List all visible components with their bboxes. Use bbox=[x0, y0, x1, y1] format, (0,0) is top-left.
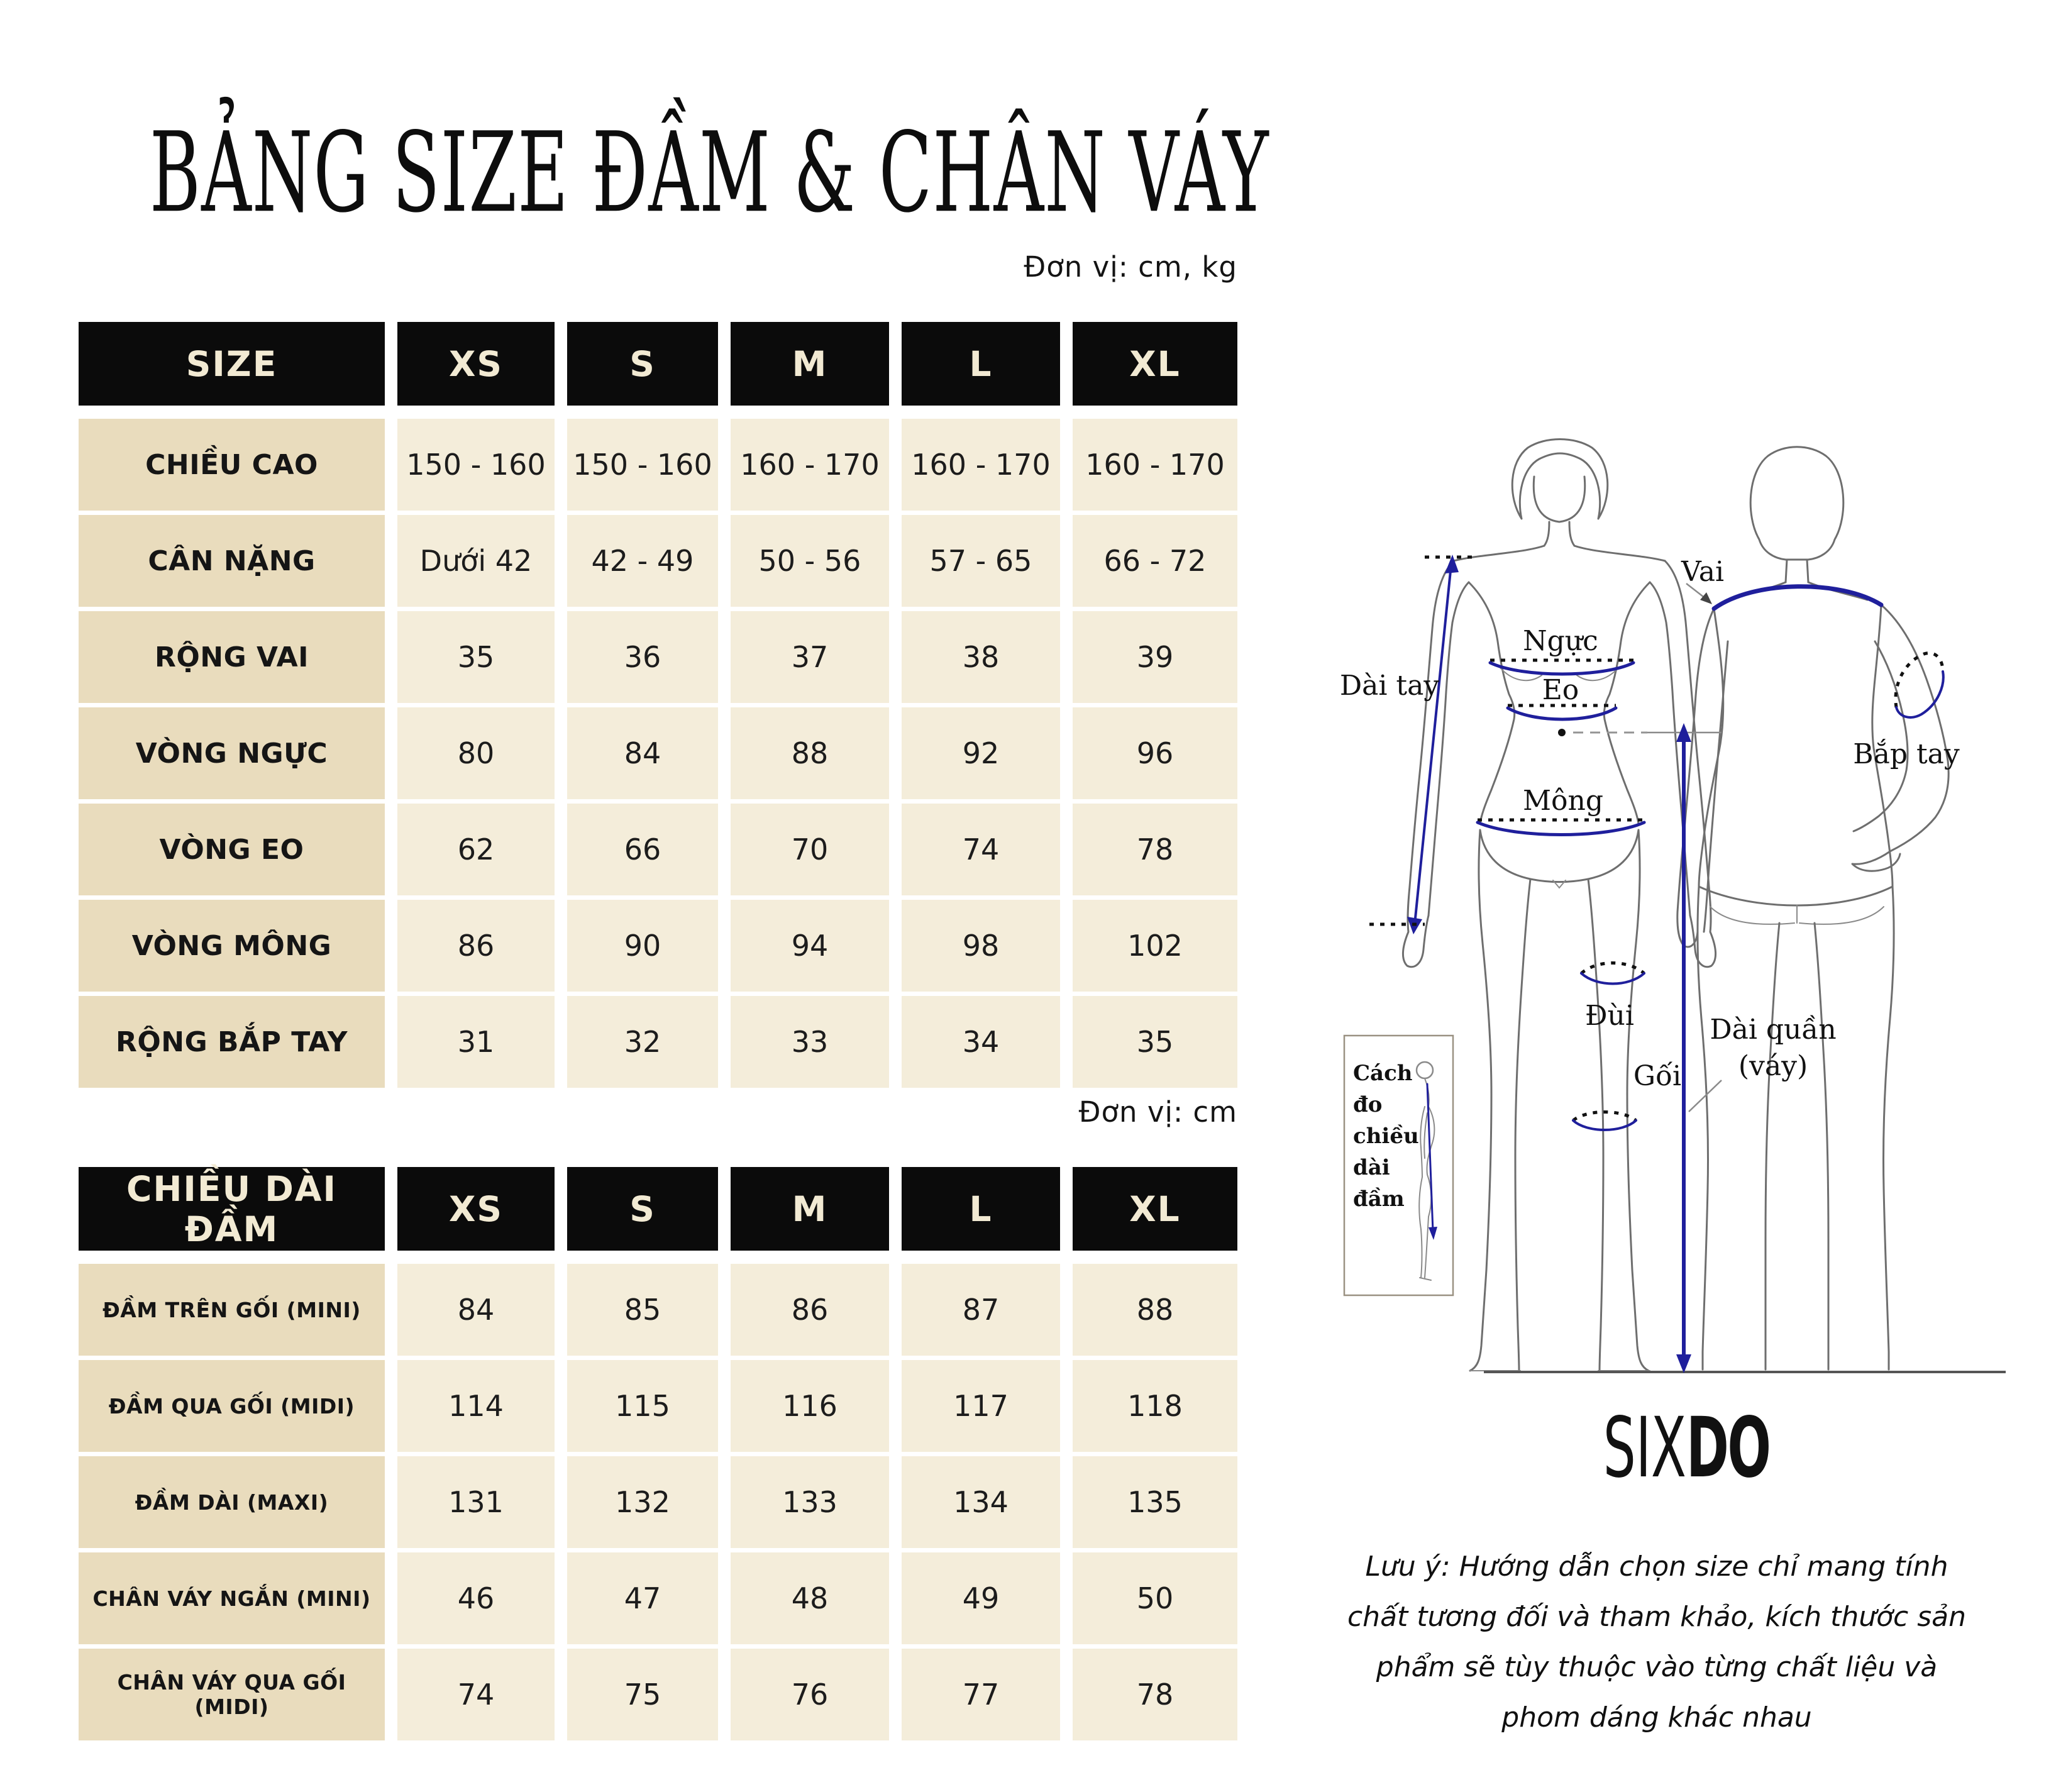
row-label: CHÂN VÁY QUA GỐI (MIDI) bbox=[79, 1649, 385, 1740]
value-cell: 62 bbox=[397, 804, 555, 895]
table-row bbox=[79, 996, 1237, 1088]
table-row bbox=[79, 1552, 1237, 1644]
column-header-xs: XS bbox=[397, 322, 555, 406]
row-label: CHÂN VÁY NGẮN (MINI) bbox=[79, 1552, 385, 1644]
value-cell: 74 bbox=[902, 804, 1060, 895]
value-cell: 33 bbox=[731, 996, 889, 1088]
measurement-marks bbox=[1369, 555, 1943, 1373]
value-cell: 88 bbox=[731, 707, 889, 799]
column-header-m: M bbox=[731, 322, 889, 406]
row-label: ĐẦM DÀI (MAXI) bbox=[79, 1456, 385, 1548]
label-waist: Eo bbox=[1542, 674, 1579, 706]
value-cell: 31 bbox=[397, 996, 555, 1088]
value-cell: 86 bbox=[397, 900, 555, 992]
value-cell: 48 bbox=[731, 1552, 889, 1644]
value-cell: 39 bbox=[1073, 611, 1237, 703]
value-cell: 116 bbox=[731, 1360, 889, 1452]
box-caption-line: đo bbox=[1353, 1092, 1383, 1117]
value-cell: 87 bbox=[902, 1264, 1060, 1356]
table-row bbox=[79, 1456, 1237, 1548]
label-garment-length-2: (váy) bbox=[1738, 1050, 1808, 1082]
value-cell: 77 bbox=[902, 1649, 1060, 1740]
value-cell: 117 bbox=[902, 1360, 1060, 1452]
value-cell: 132 bbox=[567, 1456, 718, 1548]
value-cell: 47 bbox=[567, 1552, 718, 1644]
value-cell: Dưới 42 bbox=[397, 515, 555, 607]
value-cell: 78 bbox=[1073, 804, 1237, 895]
value-cell: 160 - 170 bbox=[902, 419, 1060, 511]
value-cell: 42 - 49 bbox=[567, 515, 718, 607]
value-cell: 36 bbox=[567, 611, 718, 703]
value-cell: 98 bbox=[902, 900, 1060, 992]
label-shoulder: Vai bbox=[1681, 556, 1725, 588]
table-row bbox=[79, 611, 1237, 703]
value-cell: 66 bbox=[567, 804, 718, 895]
value-cell: 74 bbox=[397, 1649, 555, 1740]
value-cell: 84 bbox=[397, 1264, 555, 1356]
column-header-chi-u-d-i-m: CHIỀU DÀI ĐẦM bbox=[79, 1167, 385, 1251]
value-cell: 35 bbox=[1073, 996, 1237, 1088]
value-cell: 115 bbox=[567, 1360, 718, 1452]
table-row bbox=[79, 1649, 1237, 1740]
body-measurement-diagram bbox=[1270, 390, 2056, 1452]
dress-length-table bbox=[79, 1167, 1237, 1745]
value-cell: 84 bbox=[567, 707, 718, 799]
value-cell: 135 bbox=[1073, 1456, 1237, 1548]
column-header-xs: XS bbox=[397, 1167, 555, 1251]
row-label: CÂN NẶNG bbox=[79, 515, 385, 607]
value-cell: 88 bbox=[1073, 1264, 1237, 1356]
column-header-m: M bbox=[731, 1167, 889, 1251]
label-thigh: Đùi bbox=[1585, 1000, 1634, 1032]
value-cell: 134 bbox=[902, 1456, 1060, 1548]
footnote-text: Lưu ý: Hướng dẫn chọn size chỉ mang tính chất tương đối và tham khảo, kích thước sản phẩm sẽ tùy thuộc vào từng chất liệu và phom dáng khác nhau bbox=[1347, 1551, 1967, 1734]
value-cell: 150 - 160 bbox=[397, 419, 555, 511]
box-caption-line: dài bbox=[1353, 1155, 1390, 1180]
logo-do: DO bbox=[1686, 1400, 1770, 1496]
value-cell: 76 bbox=[731, 1649, 889, 1740]
value-cell: 38 bbox=[902, 611, 1060, 703]
label-hip: Mông bbox=[1522, 785, 1604, 817]
unit-label-length-table: Đơn vị: cm bbox=[1078, 1095, 1237, 1129]
value-cell: 50 - 56 bbox=[731, 515, 889, 607]
label-bicep: Bắp tay bbox=[1853, 738, 1960, 770]
value-cell: 94 bbox=[731, 900, 889, 992]
unit-label-size-table: Đơn vị: cm, kg bbox=[1024, 250, 1237, 284]
row-label: ĐẦM QUA GỐI (MIDI) bbox=[79, 1360, 385, 1452]
value-cell: 131 bbox=[397, 1456, 555, 1548]
table-row bbox=[79, 707, 1237, 799]
label-garment-length-1: Dài quần bbox=[1710, 1014, 1837, 1046]
logo-six: SIX bbox=[1603, 1400, 1686, 1496]
row-label: RỘNG BẮP TAY bbox=[79, 996, 385, 1088]
table-row bbox=[79, 1264, 1237, 1356]
brand-logo bbox=[1603, 1400, 1770, 1496]
label-knee: Gối bbox=[1633, 1060, 1682, 1092]
table-row bbox=[79, 1360, 1237, 1452]
value-cell: 46 bbox=[397, 1552, 555, 1644]
table-row bbox=[79, 804, 1237, 895]
value-cell: 96 bbox=[1073, 707, 1237, 799]
column-header-size: SIZE bbox=[79, 322, 385, 406]
value-cell: 35 bbox=[397, 611, 555, 703]
row-label: CHIỀU CAO bbox=[79, 419, 385, 511]
value-cell: 80 bbox=[397, 707, 555, 799]
value-cell: 85 bbox=[567, 1264, 718, 1356]
value-cell: 102 bbox=[1073, 900, 1237, 992]
value-cell: 160 - 170 bbox=[1073, 419, 1237, 511]
value-cell: 160 - 170 bbox=[731, 419, 889, 511]
column-header-l: L bbox=[902, 322, 1060, 406]
value-cell: 70 bbox=[731, 804, 889, 895]
value-cell: 92 bbox=[902, 707, 1060, 799]
row-label: RỘNG VAI bbox=[79, 611, 385, 703]
row-label: VÒNG MÔNG bbox=[79, 900, 385, 992]
value-cell: 118 bbox=[1073, 1360, 1237, 1452]
value-cell: 75 bbox=[567, 1649, 718, 1740]
row-label: ĐẦM TRÊN GỐI (MINI) bbox=[79, 1264, 385, 1356]
value-cell: 150 - 160 bbox=[567, 419, 718, 511]
value-cell: 86 bbox=[731, 1264, 889, 1356]
value-cell: 49 bbox=[902, 1552, 1060, 1644]
table-header-row bbox=[79, 1167, 1237, 1251]
size-measurement-table bbox=[79, 322, 1237, 1092]
column-header-s: S bbox=[567, 1167, 718, 1251]
column-header-xl: XL bbox=[1073, 322, 1237, 406]
value-cell: 78 bbox=[1073, 1649, 1237, 1740]
label-bust: Ngực bbox=[1523, 625, 1598, 657]
table-row bbox=[79, 515, 1237, 607]
row-label: VÒNG EO bbox=[79, 804, 385, 895]
value-cell: 90 bbox=[567, 900, 718, 992]
value-cell: 50 bbox=[1073, 1552, 1237, 1644]
value-cell: 37 bbox=[731, 611, 889, 703]
label-arm-length: Dài tay bbox=[1339, 670, 1440, 702]
box-caption-line: đầm bbox=[1353, 1186, 1405, 1212]
page-title: BẢNG SIZE ĐẦM & CHÂN VÁY bbox=[150, 108, 1269, 238]
table-row bbox=[79, 419, 1237, 511]
value-cell: 57 - 65 bbox=[902, 515, 1060, 607]
table-row bbox=[79, 900, 1237, 992]
value-cell: 114 bbox=[397, 1360, 555, 1452]
column-header-s: S bbox=[567, 322, 718, 406]
table-header-row bbox=[79, 322, 1237, 406]
box-caption-line: Cách bbox=[1353, 1061, 1413, 1086]
column-header-l: L bbox=[902, 1167, 1060, 1251]
value-cell: 133 bbox=[731, 1456, 889, 1548]
box-caption-line: chiều bbox=[1353, 1124, 1419, 1149]
value-cell: 32 bbox=[567, 996, 718, 1088]
row-label: VÒNG NGỰC bbox=[79, 707, 385, 799]
column-header-xl: XL bbox=[1073, 1167, 1237, 1251]
measure-guide-box bbox=[1344, 1036, 1453, 1295]
value-cell: 34 bbox=[902, 996, 1060, 1088]
value-cell: 66 - 72 bbox=[1073, 515, 1237, 607]
